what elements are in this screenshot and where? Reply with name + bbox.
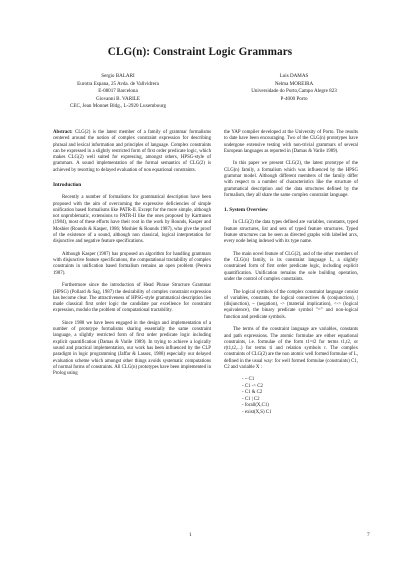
intro-paragraph: Since 1988 we have been engaged in the design and implementation of a number of prototype formalisms sharing essentially the same constraint language, a slightly restricted form of first order predicate logic including explicit quantification (Damas & Varile 1989). In trying to achieve a logically sound and practical implementation, our work has been influenced by the CLP paradigm in logic programming (Jaffar & Lassez, 1988) especially our delayed evaluation scheme which amongst other things avoids systematic computations of normal forms of constraints. All CLG(n) prototypes have been implemented in Prolog using	[53, 320, 211, 377]
author-line: E-08017 Barcelona	[98, 88, 138, 95]
section-heading: 1. System Overview	[224, 207, 268, 214]
author-line: CEC, Jean Monnet Bldg., L-2920 Luxembourg	[69, 103, 167, 110]
intro-paragraph: Recently a number of formalisms for grammatical description have been proposed with the aim of overcoming the expressive deficiencies of simple unification based formalisms like PATR-II. Except for the more simple, although not unproblematic, extensions to PATR-II like the ones proposed by Karttunen (1984), most of these efforts have their root in the work by Rounds, Kasper and Moshier (Rounds & Kasper, 1986; Moshier & Rounds 1987), who give the proof of the existence of a sound, although non classical, logical interpretation for disjunctive and negative feature specifications.	[53, 195, 211, 245]
constraint-form: - C1 -> C2	[242, 383, 263, 389]
section-paragraph: The terms of the constraint language are variables, constants and path expressions. The atomic formulae are either equational constraints, i.e. formulae of the form t1=t2 for terms t1,t2, or r(t1,t2,...) for terms ti and relation symbols r. The complex constraints of CLG(2) are the non atomic well formed formulae of L, defined in the usual way: for well formed formulae (constraints) C1, C2 and variable X :	[224, 327, 358, 370]
author-line: Giovanni B. VARILE	[95, 95, 141, 102]
constraint-form: - forall(X,C1)	[242, 403, 269, 409]
affiliation-right	[214, 73, 374, 103]
affiliation-left	[38, 73, 198, 111]
intro-paragraph: Furthermore since the introduction of Head Phrase Structure Grammar (HPSG) (Pollard & Sag, 1987) the desirability of complex constraint expression has become clear. The attractiveness of HPSG-style grammatical description lies made classical first order logic the candidate par excellence for constraint expression, modulo the problem of computational tractability.	[53, 283, 211, 314]
right-column	[224, 130, 358, 416]
intro-heading: Introduction	[53, 181, 82, 188]
section-paragraph: The logical symbols of the complex constraint language consist of variables, constants, the logical connectives & (conjunction), | (disjunction), ~ (negation), -> (material implication), <-> (logical equivalence), the binary predicate symbol "=" and non-logical function and predicate symbols.	[224, 289, 358, 320]
author-line: Luis DAMAS	[279, 73, 309, 79]
constraint-form: - C1 | C2	[242, 396, 260, 402]
left-column	[53, 130, 211, 384]
body-paragraph: the YAP compiler developed at the University of Porto. The results to date have been encouraging. Two of the CLG(n) prototypes have undergone extensive testing with non-trivial grammars of several European languages as reported in (Damas & Varile 1989).	[224, 130, 358, 154]
abstract	[53, 130, 211, 174]
intro-paragraph: Although Kasper (1987) has proposed an algorithm for handling grammars with disjunctive feature specifications, the computational tractability of complex constraints in unification based formalism remains an open problem (Pereira 1987).	[53, 251, 211, 276]
constraint-form-list	[242, 377, 358, 416]
author-line: Universidade do Porto,Campo Alegre 823	[251, 88, 337, 95]
author-line: Nelma MOREIRA	[274, 80, 314, 87]
section-paragraph: The main novel feature of CLG(2), and of the other members of the CLG(n) family, is its constraint language L, a slightly constrained form of first order predicate logic, including explicit quantification. Unification remains the sole building operation, under the control of complex constraints.	[224, 251, 358, 282]
body-paragraph: In this paper we present CLG(2), the latest prototype of the CLG(n) family, a formalism which was influenced by the HPSG grammar model. Although different members of the family differ with respect to a number of characteristics like the structure of grammatical description and the data structures defined by the formalism, they all share the same complex constraint language.	[224, 161, 358, 198]
constraint-form: - C1 & C2	[242, 390, 263, 396]
abstract-label: Abstract:	[53, 130, 73, 135]
author-line: Eurotra Espana, 25 Avda. de Vallvidrera	[77, 80, 159, 87]
author-line: P-4000 Porto	[280, 95, 308, 102]
paper-title: CLG(n): Constraint Logic Grammars	[107, 46, 293, 58]
constraint-form: - ~ C1	[242, 377, 255, 383]
constraint-form: - exist(X,S) C1	[242, 409, 272, 415]
section-paragraph: In CLG(2) the data types defined are variables, constants, typed feature structures, list and sets of typed feature structures. Typed feature structures can be seen as directed graphs with labelled arcs, every node being indexed with its type name.	[224, 220, 358, 245]
page-number: 7	[367, 532, 370, 538]
abstract-text: CLG(2) is the latest member of a family of grammar formalisms centered around the notion of complex constraint expression for describing phrasal and lexical information and principles of language. Complex constraints can be expressed in a slightly restricted form of first order predicate logic, which makes CLG(2) well suited for expressing, amongst others, HPSG-style of grammars. A sound implementation of the formal semantics of CLG(2) is achieved by resorting to delayed evaluation of non equational constraints.	[53, 130, 211, 173]
author-line: Sergio BALARI	[101, 73, 135, 79]
page-number: 1	[189, 532, 192, 538]
